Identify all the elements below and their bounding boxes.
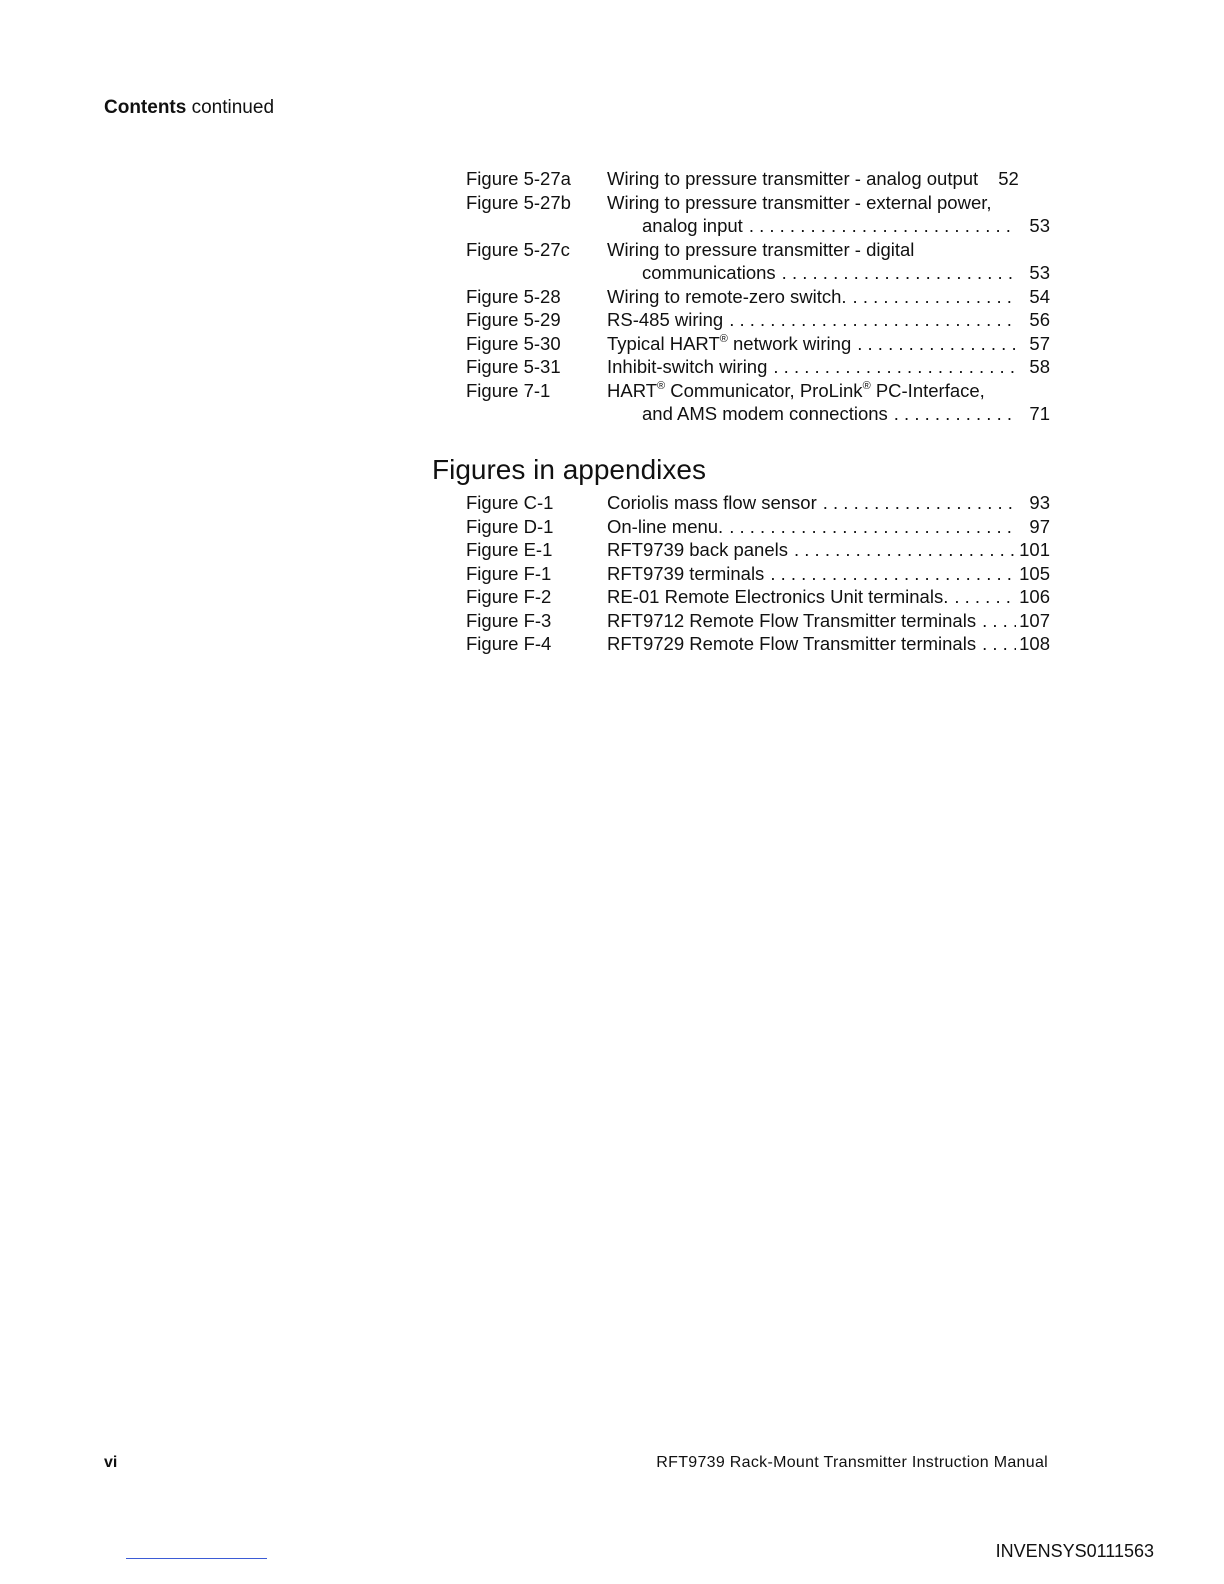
page-number: 93 [1029,492,1050,513]
toc-entry[interactable] [466,238,1050,285]
header-continued: continued [191,97,275,118]
figure-title: Coriolis mass flow sensor [607,492,817,513]
appendix-figures-list [466,491,1050,656]
figure-number: Figure E-1 [466,539,553,560]
figure-title: Wiring to remote-zero switch. [607,285,847,307]
header-label: Contents [104,97,187,118]
toc-entry[interactable] [466,632,1050,656]
page-number: 56 [1029,309,1050,330]
figure-title: Wiring to pressure transmitter - analog output [607,168,979,189]
figure-title-continued: and AMS modem connections [642,403,888,424]
figure-number: Figure 5-31 [466,356,561,377]
dot-leader [782,261,1016,285]
toc-entry[interactable] [466,285,1050,309]
registered-mark: ® [719,332,728,345]
title-part: network wiring [733,332,852,354]
figure-title: RS-485 wiring [607,309,724,330]
toc-entry[interactable] [466,355,1050,379]
figure-title: On-line menu. [607,515,724,537]
page-number: 54 [1029,285,1050,307]
footer-page-number: vi [104,1454,118,1471]
toc-entry[interactable] [466,585,1050,609]
blue-rule-divider [126,1558,267,1559]
dot-leader [729,308,1016,332]
toc-entry[interactable] [466,167,1050,191]
title-part: Communicator, ProLink [670,379,863,401]
toc-entry[interactable] [466,332,1050,356]
dot-leader [773,355,1016,379]
dot-leader [894,402,1016,426]
toc-entry[interactable] [466,562,1050,586]
page-number: 97 [1029,515,1050,537]
registered-mark: ® [862,379,871,392]
page-number: 108 [1019,633,1050,654]
figure-title: Inhibit-switch wiring [607,356,768,377]
toc-entry[interactable] [466,538,1050,562]
dot-leader [954,585,1016,609]
dot-leader [857,332,1016,356]
dot-leader [982,609,1016,633]
figure-title-continued: communications [642,262,776,283]
toc-entry[interactable] [466,609,1050,633]
toc-entry[interactable] [466,191,1050,238]
figure-number: Figure F-4 [466,633,552,654]
dot-leader [749,214,1016,238]
running-header [104,97,274,119]
figure-title [607,379,985,403]
figure-number: Figure F-2 [466,586,552,607]
toc-entry[interactable] [466,308,1050,332]
dot-leader [982,632,1016,656]
page-number: 71 [1029,403,1050,424]
figure-number: Figure 5-27a [466,168,571,189]
toc-entry[interactable] [466,515,1050,539]
dot-leader [853,285,1016,309]
figure-number: Figure D-1 [466,515,554,537]
toc-entry[interactable] [466,491,1050,515]
title-part: PC-Interface, [875,379,985,401]
figure-number: Figure 5-27b [466,191,571,213]
figure-number: Figure F-3 [466,609,552,631]
page-number: 53 [1029,215,1050,236]
figure-title: RFT9729 Remote Flow Transmitter terminals [607,633,977,654]
section-heading: Figures in appendixes [432,454,706,485]
figure-title: Wiring to pressure transmitter - digital [607,238,915,260]
dot-leader [770,562,1016,586]
page-number: 58 [1029,356,1050,377]
figure-title: RFT9739 back panels [607,539,788,560]
page-number: 53 [1029,262,1050,283]
dot-leader [794,538,1016,562]
dot-leader [823,491,1016,515]
figure-title: Wiring to pressure transmitter - external power, [607,191,992,213]
figure-title: RE-01 Remote Electronics Unit terminals. [607,586,949,607]
figure-title: RFT9739 terminals [607,562,765,584]
figure-title-continued: analog input [642,215,743,236]
toc-entry[interactable] [466,379,1050,426]
registered-mark: ® [657,379,666,392]
title-part: HART [607,379,658,401]
dot-leader [729,515,1016,539]
figure-number: Figure 5-27c [466,238,570,260]
title-part: Typical HART [607,332,720,354]
page-number: 57 [1029,332,1050,354]
figure-title: RFT9712 Remote Flow Transmitter terminals [607,609,977,631]
page-number: 106 [1019,586,1050,607]
page-number: 107 [1019,609,1050,631]
page-number: 101 [1019,539,1050,560]
figure-number: Figure F-1 [466,562,552,584]
figure-number: Figure C-1 [466,492,554,513]
bates-number: INVENSYS0111563 [995,1541,1154,1561]
footer-manual-title: RFT9739 Rack-Mount Transmitter Instruction Manual [656,1454,1048,1471]
page-number: 105 [1019,562,1050,584]
figure-number: Figure 5-30 [466,332,561,354]
figure-number: Figure 5-28 [466,285,561,307]
figures-list [466,167,1050,426]
figure-number: Figure 5-29 [466,309,561,330]
figure-title [607,332,851,356]
figure-number: Figure 7-1 [466,379,551,401]
page-number: 52 [998,168,1019,189]
